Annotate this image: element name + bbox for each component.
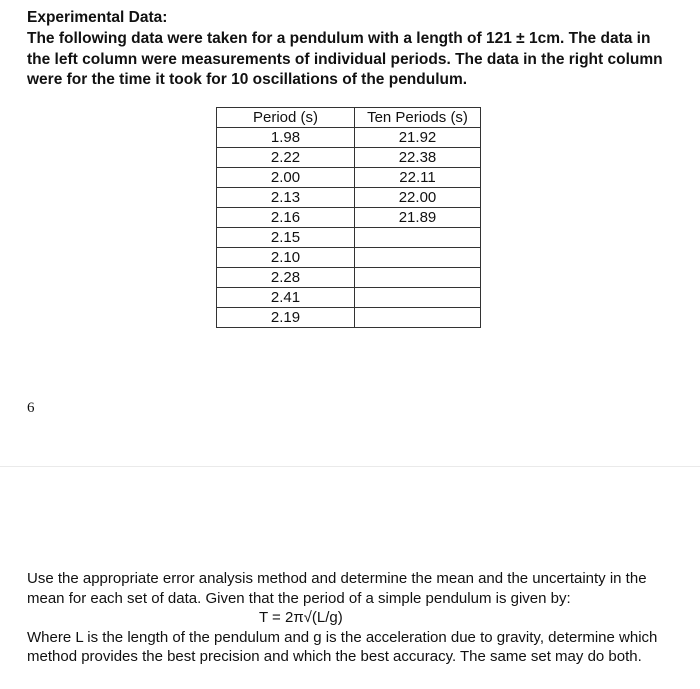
ten-periods-cell: 22.38 bbox=[355, 148, 481, 168]
page-number: 6 bbox=[27, 400, 35, 416]
period-cell: 2.13 bbox=[217, 188, 355, 208]
period-cell: 1.98 bbox=[217, 128, 355, 148]
table-row bbox=[217, 268, 481, 288]
period-cell: 2.16 bbox=[217, 208, 355, 228]
period-cell: 2.15 bbox=[217, 228, 355, 248]
page-divider bbox=[0, 466, 700, 467]
period-cell: 2.28 bbox=[217, 268, 355, 288]
table-row bbox=[217, 288, 481, 308]
ten-periods-cell bbox=[355, 308, 481, 328]
ten-periods-cell: 21.89 bbox=[355, 208, 481, 228]
question-block bbox=[27, 569, 677, 667]
column-header-period: Period (s) bbox=[217, 108, 355, 128]
table-row bbox=[217, 208, 481, 228]
table-row bbox=[217, 248, 481, 268]
period-cell: 2.00 bbox=[217, 168, 355, 188]
ten-periods-cell: 21.92 bbox=[355, 128, 481, 148]
period-cell: 2.19 bbox=[217, 308, 355, 328]
ten-periods-cell: 22.00 bbox=[355, 188, 481, 208]
period-formula: T = 2π√(L/g) bbox=[259, 609, 343, 626]
ten-periods-cell bbox=[355, 268, 481, 288]
period-cell: 2.10 bbox=[217, 248, 355, 268]
table-row bbox=[217, 188, 481, 208]
table-row bbox=[217, 168, 481, 188]
table-row bbox=[217, 148, 481, 168]
period-cell: 2.41 bbox=[217, 288, 355, 308]
table-row bbox=[217, 308, 481, 328]
ten-periods-cell bbox=[355, 288, 481, 308]
question-task: Where L is the length of the pendulum and g is the acceleration due to gravity, determine which method provides the best precision and which the best accuracy. The same set may do both. bbox=[27, 628, 658, 665]
question-instructions: Use the appropriate error analysis method and determine the mean and the uncertainty in the mean for each set of data. Given that the period of a simple pendulum is given by: bbox=[27, 570, 647, 607]
section-heading: Experimental Data: bbox=[27, 9, 168, 26]
period-cell: 2.22 bbox=[217, 148, 355, 168]
ten-periods-cell bbox=[355, 248, 481, 268]
ten-periods-cell: 22.11 bbox=[355, 168, 481, 188]
intro-paragraph: The following data were taken for a pendulum with a length of 121 ± 1cm. The data in the left column were measurements of individual periods. The data in the right column were for the time it took for 10 oscillations of the pendulum. bbox=[27, 30, 663, 88]
table-header-row bbox=[217, 108, 481, 128]
column-header-ten-periods: Ten Periods (s) bbox=[355, 108, 481, 128]
table-row bbox=[217, 128, 481, 148]
ten-periods-cell bbox=[355, 228, 481, 248]
table-row bbox=[217, 228, 481, 248]
data-table bbox=[216, 107, 481, 328]
